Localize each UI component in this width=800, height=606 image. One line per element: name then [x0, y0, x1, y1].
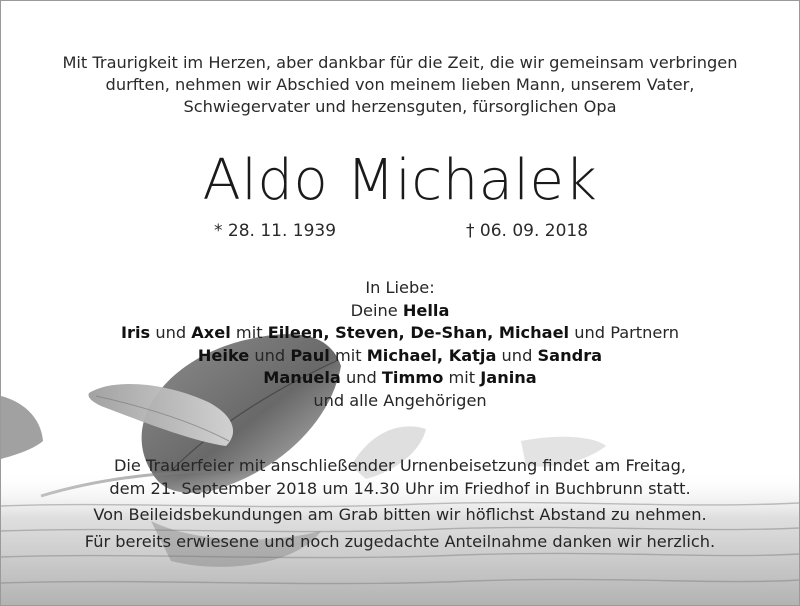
- intro-line: Schwiegervater und herzensguten, fürsorglichen Opa: [183, 97, 617, 116]
- family-member-name: Hella: [402, 300, 450, 320]
- family-line-children-3: [1, 367, 799, 390]
- family-member-name: Janina: [480, 368, 537, 387]
- family-text: und: [340, 368, 382, 387]
- family-line-relatives: und alle Angehörigen: [313, 390, 487, 410]
- family-member-name: Michael, Katja: [366, 345, 497, 365]
- ceremony-line: dem 21. September 2018 um 14.30 Uhr im Friedhof in Buchbrunn statt.: [109, 478, 691, 498]
- family-text: mit: [443, 368, 481, 387]
- family-line-children-1: [1, 322, 799, 345]
- family-member-name: Heike: [197, 345, 250, 365]
- death-date: † 06. 09. 2018: [466, 221, 589, 241]
- intro-text: [1, 52, 799, 118]
- family-text: mit: [329, 345, 367, 365]
- ceremony-line: Für bereits erwiesene und noch zugedachte Anteilnahme danken wir herzlich.: [84, 531, 716, 551]
- intro-line: durften, nehmen wir Abschied von meinem lieben Mann, unserem Vater,: [105, 75, 695, 94]
- family-text: Deine: [350, 300, 403, 320]
- family-member-name: Sandra: [537, 345, 603, 365]
- family-text: und: [249, 345, 291, 365]
- family-list: [1, 277, 799, 412]
- family-line-children-2: [1, 345, 799, 368]
- ceremony-line: Von Beileidsbekundungen am Grab bitten wir höflichst Abstand zu nehmen.: [93, 505, 707, 524]
- family-text: und Partnern: [569, 323, 679, 342]
- ceremony-info: [1, 455, 799, 553]
- family-member-name: Manuela: [263, 368, 341, 387]
- family-text: mit: [230, 323, 268, 342]
- family-text: und: [496, 345, 538, 365]
- family-member-name: Timmo: [381, 368, 444, 387]
- family-member-name: Paul: [290, 345, 330, 365]
- family-line-wife: [1, 300, 799, 323]
- deceased-name: Aldo Michalek: [202, 148, 598, 213]
- family-heading: In Liebe:: [365, 278, 435, 297]
- notice-content: [1, 1, 799, 605]
- intro-line: Mit Traurigkeit im Herzen, aber dankbar für die Zeit, die wir gemeinsam verbringen: [62, 53, 738, 72]
- birth-date: * 28. 11. 1939: [214, 221, 337, 241]
- family-member-name: Eileen, Steven, De-Shan, Michael: [267, 323, 570, 342]
- ceremony-line: Die Trauerfeier mit anschließender Urnenbeisetzung findet am Freitag,: [113, 456, 687, 475]
- family-text: und: [150, 323, 192, 342]
- family-member-name: Iris: [120, 323, 151, 342]
- family-member-name: Axel: [191, 323, 231, 342]
